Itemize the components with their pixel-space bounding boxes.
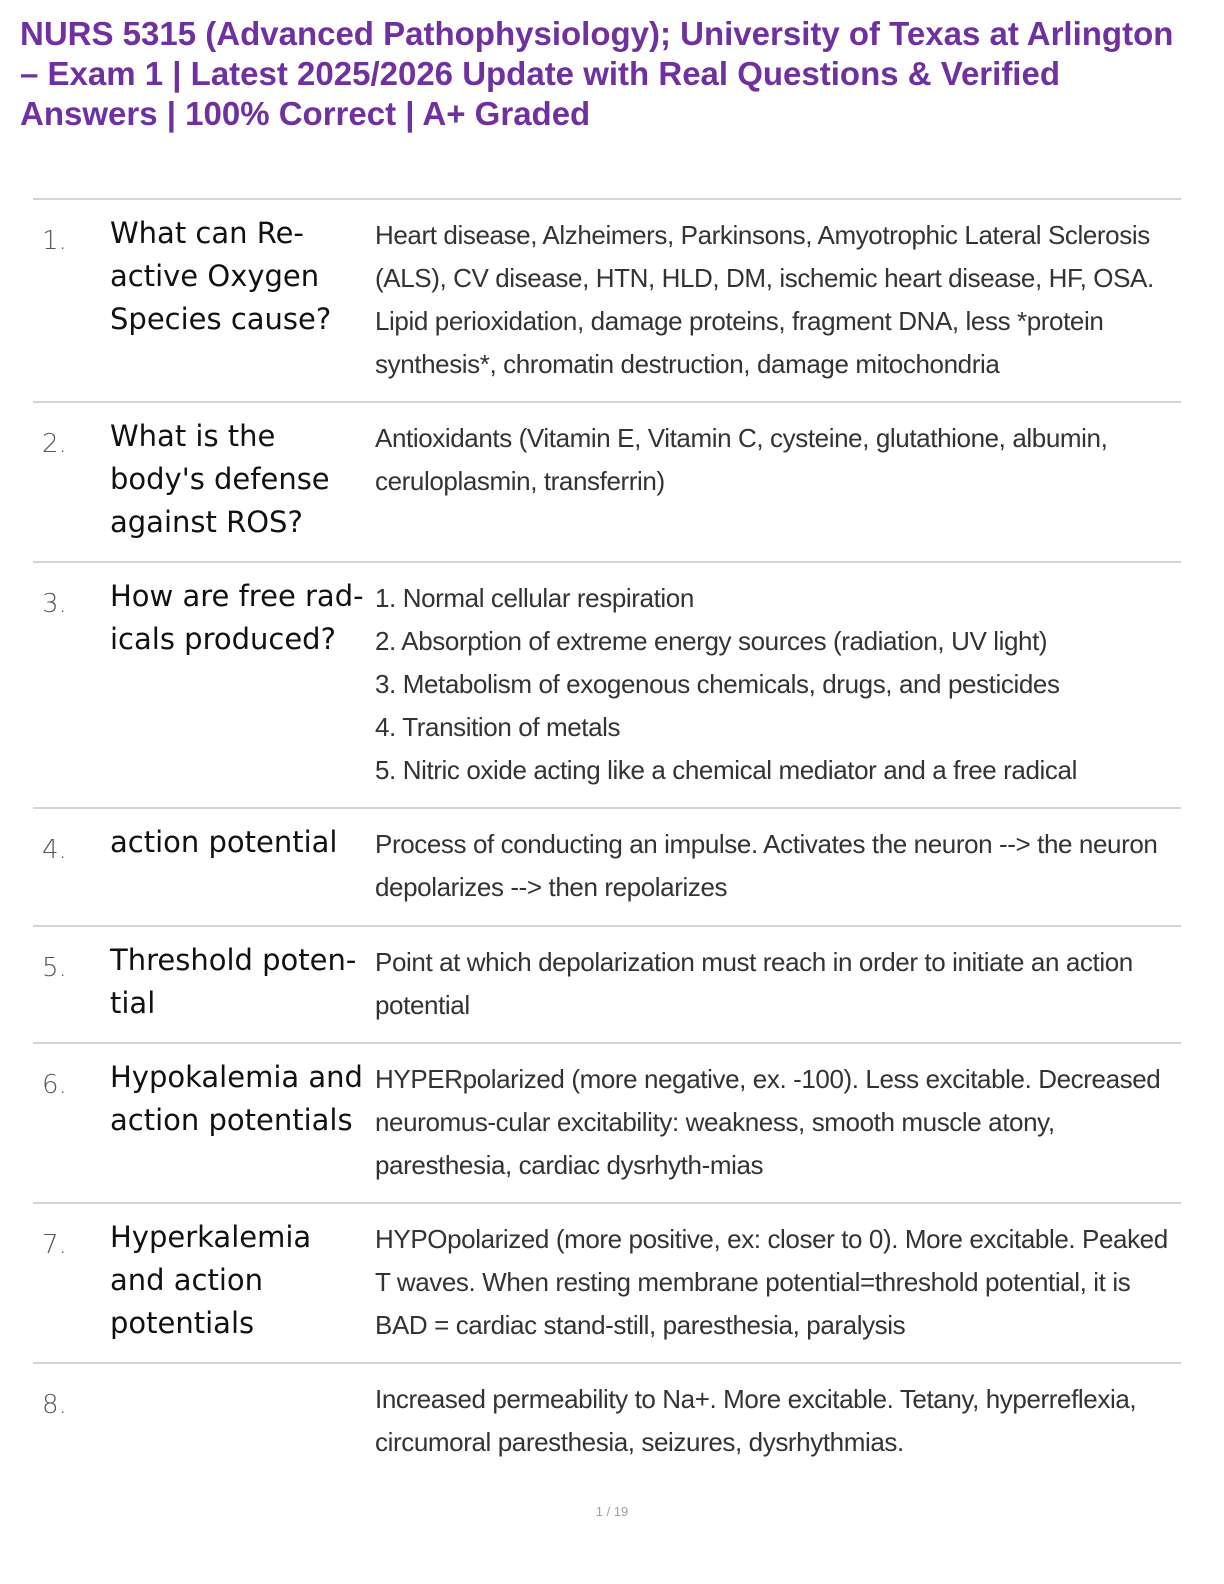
row-number: 4. [42, 835, 67, 865]
row-answer: Antioxidants (Vitamin E, Vitamin C, cysteine, glutathione, albumin, ceruloplasmin, transferrin) [375, 423, 1108, 496]
qa-row [33, 563, 1181, 809]
qa-row [33, 200, 1181, 403]
row-answer: Increased permeability to Na+. More excitable. Tetany, hyperreflexia, circumoral paresthesia, seizures, dysrhythmias. [375, 1384, 1137, 1457]
row-answer: 1. Normal cellular respiration 2. Absorption of extreme energy sources (radiation, UV light) 3. Metabolism of exogenous chemicals, drugs, and pesticides 4. Transition of metals 5. Nitric oxide acting like a chemical mediator and a free radical [375, 583, 1077, 785]
row-question: What is the body's defense against ROS? [110, 419, 330, 539]
row-number: 2. [42, 429, 67, 459]
qa-table [33, 198, 1181, 1484]
row-question: Hypokalemia and action potentials [110, 1060, 363, 1137]
row-number: 5. [42, 953, 67, 983]
qa-row [33, 1364, 1181, 1484]
row-number: 8. [42, 1390, 67, 1420]
row-answer: HYPERpolarized (more negative, ex. -100). Less excitable. Decreased neuromus-cular excitability: weakness, smooth muscle atony, paresthesia, cardiac dysrhyth-mias [375, 1064, 1161, 1180]
qa-row [33, 927, 1181, 1044]
row-number: 6. [42, 1070, 67, 1100]
row-answer: Heart disease, Alzheimers, Parkinsons, Amyotrophic Lateral Sclerosis (ALS), CV disease, HTN, HLD, DM, ischemic heart disease, HF, OSA. Lipid perioxidation, damage proteins, fragment DNA, less *protein synthesis*, chromatin destruction, damage mitochondria [375, 220, 1154, 379]
row-number: 3. [42, 589, 67, 619]
row-question: Threshold poten-tial [110, 943, 357, 1020]
row-question: Hyperkalemia and action potentials [110, 1220, 312, 1340]
qa-row [33, 403, 1181, 563]
row-question: How are free rad-icals produced? [110, 579, 364, 656]
row-question: What can Re-active Oxygen Species cause? [110, 216, 332, 336]
row-answer: Process of conducting an impulse. Activates the neuron --> the neuron depolarizes --> then repolarizes [375, 829, 1158, 902]
qa-row [33, 1044, 1181, 1204]
row-answer: Point at which depolarization must reach in order to initiate an action potential [375, 947, 1133, 1020]
page-indicator: 1 / 19 [595, 1504, 629, 1519]
row-answer: HYPOpolarized (more positive, ex: closer to 0). More excitable. Peaked T waves. When resting membrane potential=threshold potential, it is BAD = cardiac stand-still, paresthesia, paralysis [375, 1224, 1168, 1340]
document-title: NURS 5315 (Advanced Pathophysiology); University of Texas at Arlington – Exam 1 | Latest 2025/2026 Update with Real Questions & Verified Answers | 100% Correct | A+ Graded [20, 15, 1174, 132]
row-number: 1. [42, 226, 67, 256]
row-question: action potential [110, 825, 338, 859]
qa-row [33, 809, 1181, 927]
row-number: 7. [42, 1230, 67, 1260]
qa-row [33, 1204, 1181, 1364]
